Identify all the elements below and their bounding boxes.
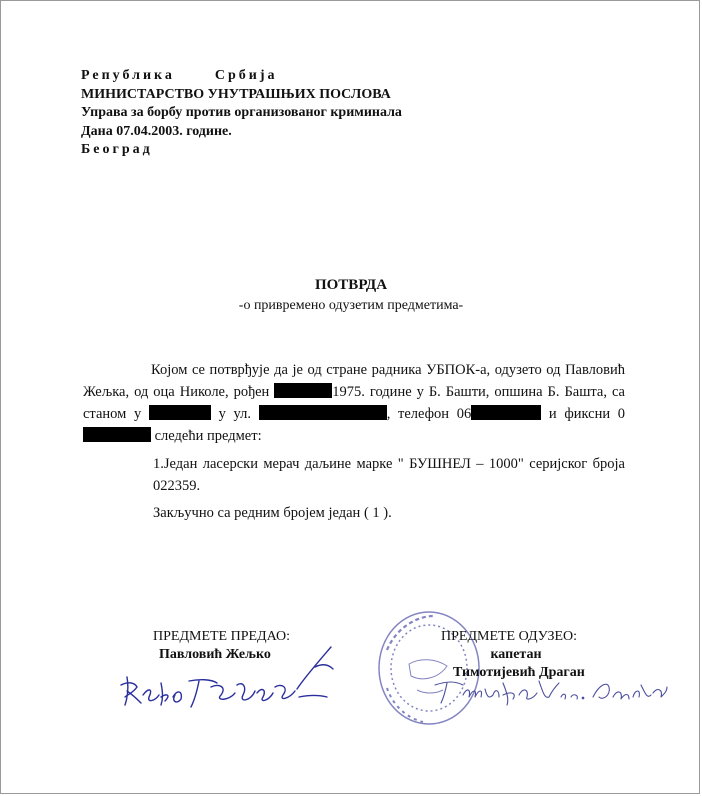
document-subtitle: -о привремено одузетим предметима- [238, 298, 464, 313]
seized-item: 1.Један ласерски мерач даљине марке " БУШНЕЛ – 1000" серијског броја 022359. [153, 456, 625, 494]
title-block [1, 277, 701, 314]
country-line [81, 67, 402, 86]
redaction-street [259, 405, 387, 420]
country-word-1: Република [81, 68, 175, 83]
redaction-landline-phone [83, 427, 151, 442]
document-title: ПОТВРДА [314, 277, 388, 293]
handwritten-signature-right [433, 667, 669, 711]
redaction-birthdate [274, 383, 332, 398]
body-segment-2: 1975. године у Б. Башти, опшина Б. Башта, са станом у [83, 384, 625, 422]
handed-over-name: Павловић Жељко [159, 647, 271, 662]
body-paragraph [83, 359, 625, 447]
redaction-residence [149, 405, 211, 420]
seized-by-label: ПРЕДМЕТЕ ОДУЗЕО: [441, 629, 578, 644]
officer-rank: капетан [490, 647, 542, 662]
ministry-name: МИНИСТАРСТВО УНУТРАШЊИХ ПОСЛОВА [81, 86, 391, 102]
handwritten-signature-left [119, 637, 349, 715]
date-line: Дана 07.04.2003. године. [81, 123, 232, 139]
closing-line: Закључно са редним бројем један ( 1 ). [153, 505, 392, 521]
officer-name: Тимотијевић Драган [453, 665, 585, 680]
city-name: Београд [81, 142, 153, 157]
body-segment-5: и фиксни 0 [548, 406, 626, 422]
country-word-2: Србија [214, 68, 278, 83]
department-name: Управа за борбу против организованог криминала [81, 105, 402, 120]
body-segment-6: следећи предмет: [154, 428, 262, 444]
body-segment-1: Којом се потврђује да је од стране радника УБПОК-а, одузето од Павловић Жељка, од оца Николе, рођен [83, 362, 625, 400]
handed-over-label: ПРЕДМЕТЕ ПРЕДАО: [153, 629, 291, 644]
body-segment-3: у ул. [218, 406, 252, 422]
redaction-mobile-phone [471, 405, 541, 420]
body-segment-4: , телефон 06 [386, 406, 472, 422]
letterhead [81, 67, 402, 160]
